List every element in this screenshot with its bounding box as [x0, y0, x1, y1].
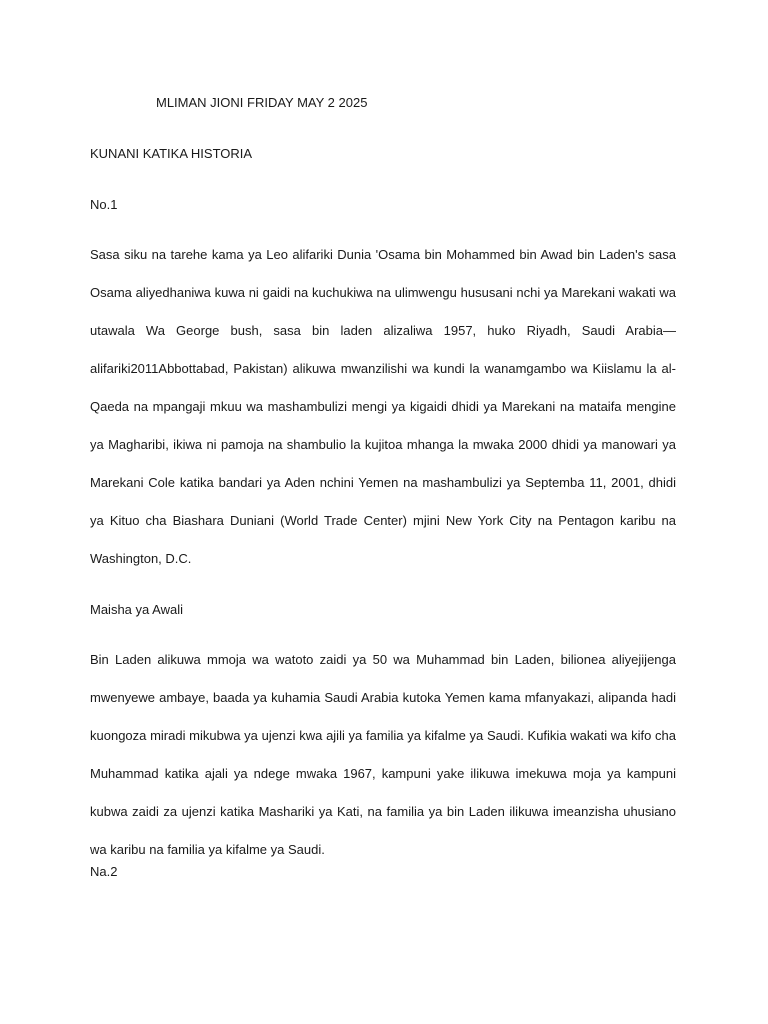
subheading-early-life: Maisha ya Awali — [90, 602, 183, 617]
item-number-1: No.1 — [90, 197, 118, 212]
item-number-2: Na.2 — [90, 864, 118, 879]
section-heading: KUNANI KATIKA HISTORIA — [90, 146, 253, 161]
document-title: MLIMAN JIONI FRIDAY MAY 2 2025 — [156, 95, 368, 110]
paragraph-1: Sasa siku na tarehe kama ya Leo alifariki Dunia 'Osama bin Mohammed bin Awad bin Laden's sasa Osama aliyedhaniwa kuwa ni gaidi na kuchukiwa na ulimwengu hususani nchi ya Marekani wakati wa utawala Wa George bush, sasa bin laden alizaliwa 1957, huko Riyadh, Saudi Arabia— alifariki2011Abbottabad, Pakistan) alikuwa mwanzilishi wa kundi la wanamgambo wa Kiislamu la al-Qaeda na mpangaji mkuu wa mashambulizi mengi ya kigaidi dhidi ya Marekani na mataifa mengine ya Magharibi, ikiwa ni pamoja na shambulio la kujitoa mhanga la mwaka 2000 dhidi ya manowari ya Marekani Cole katika bandari ya Aden nchini Yemen na mashambulizi ya Septemba 11, 2001, dhidi ya Kituo cha Biashara Duniani (World Trade Center) mjini New York City na Pentagon karibu na Washington, D.C. — [90, 247, 676, 566]
paragraph-2: Bin Laden alikuwa mmoja wa watoto zaidi ya 50 wa Muhammad bin Laden, bilionea aliyejijenga mwenyewe ambaye, baada ya kuhamia Saudi Arabia kutoka Yemen kama mfanyakazi, alipanda hadi kuongoza miradi mikubwa ya ujenzi kwa ajili ya familia ya kifalme ya Saudi. Kufikia wakati wa kifo cha Muhammad katika ajali ya ndege mwaka 1967, kampuni yake ilikuwa imekuwa moja ya kampuni kubwa zaidi za ujenzi katika Mashariki ya Kati, na familia ya bin Laden ilikuwa imeanzisha uhusiano wa karibu na familia ya kifalme ya Saudi. — [90, 652, 676, 857]
